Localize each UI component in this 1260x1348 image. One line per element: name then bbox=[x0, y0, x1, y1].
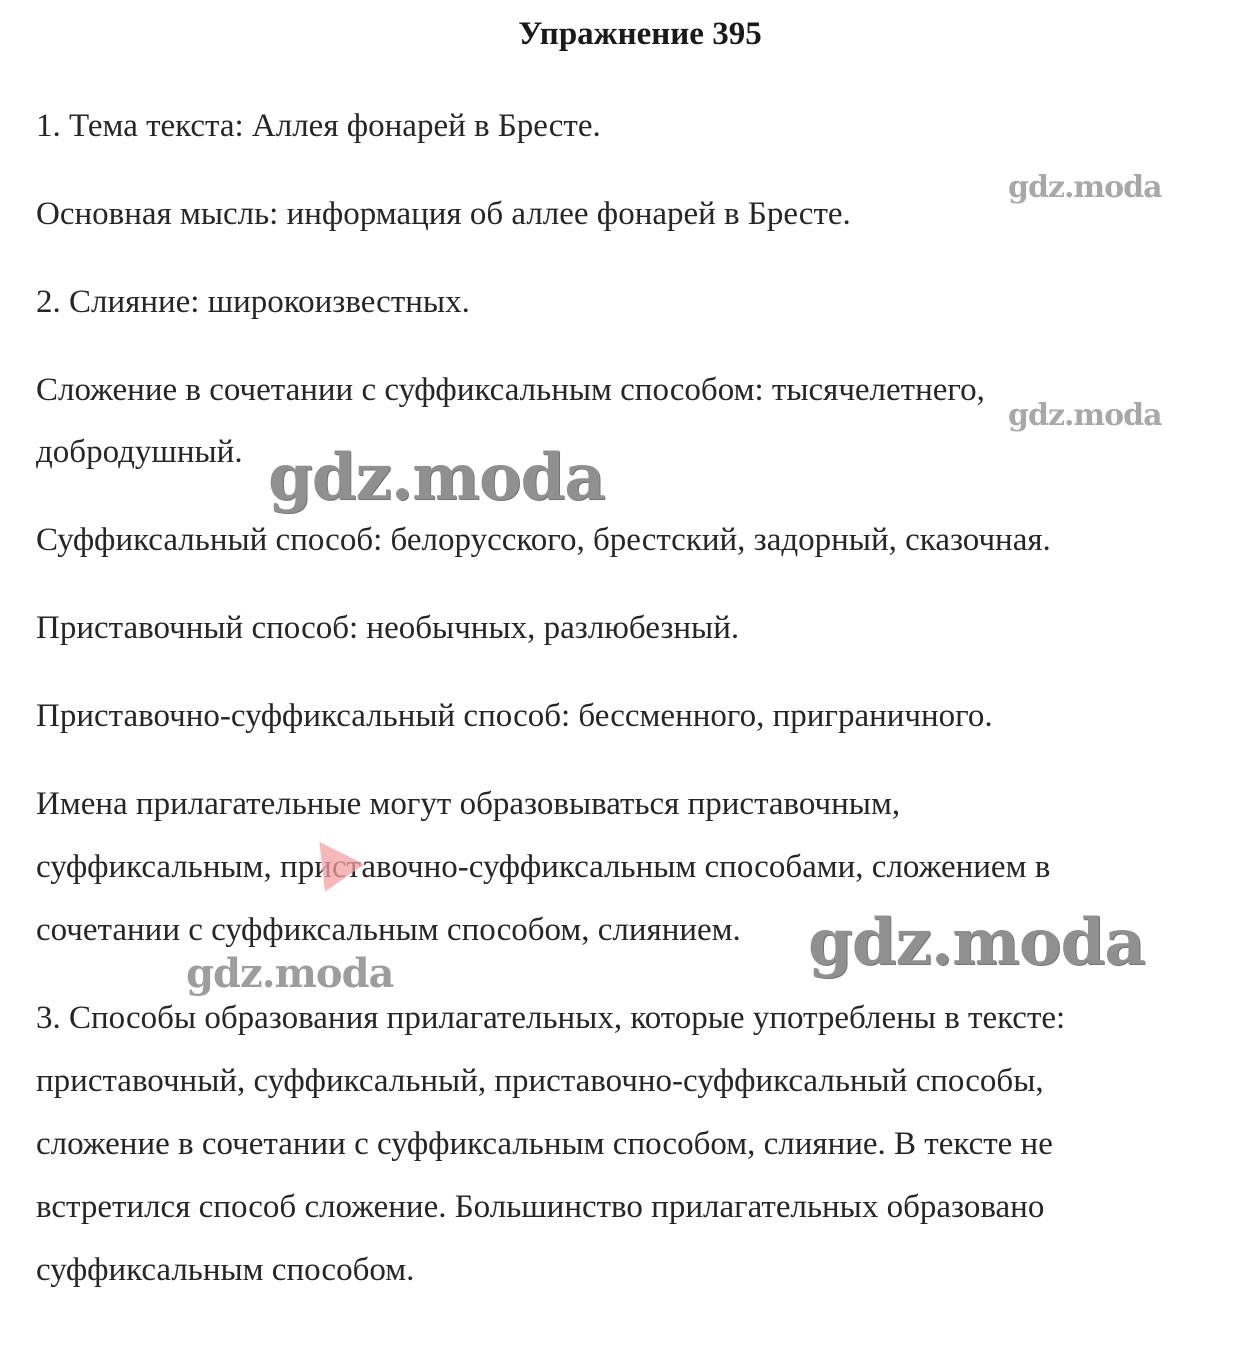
text-line: Сложение в сочетании с суффиксальным способом: тысячелетнего, bbox=[36, 372, 985, 408]
text-line: сочетании с суффиксальным способом, слиянием. bbox=[36, 912, 741, 948]
text-line: суффиксальным способом. bbox=[36, 1252, 415, 1288]
text-line: 3. Способы образования прилагательных, которые употреблены в тексте: bbox=[36, 1000, 1066, 1036]
text-line: Имена прилагательные могут образовываться приставочным, bbox=[36, 786, 901, 822]
text-line: встретился способ сложение. Большинство прилагательных образовано bbox=[36, 1189, 1045, 1225]
watermark: gdz.moda bbox=[808, 905, 1145, 980]
text-line: сложение в сочетании с суффиксальным способом, слияние. В тексте не bbox=[36, 1126, 1053, 1162]
text-line: Приставочно-суффиксальный способ: бессменного, приграничного. bbox=[36, 698, 993, 734]
watermark: gdz.moda bbox=[186, 950, 394, 997]
text-line: Суффиксальный способ: белорусского, брестский, задорный, сказочная. bbox=[36, 522, 1051, 558]
text-line: суффиксальным, приставочно-суффиксальным способами, сложением в bbox=[36, 849, 1051, 885]
exercise-title: Упражнение 395 bbox=[518, 16, 762, 52]
text-line: Приставочный способ: необычных, разлюбезный. bbox=[36, 610, 740, 646]
text-line: Основная мысль: информация об аллее фонарей в Бресте. bbox=[36, 196, 851, 232]
text-line: приставочный, суффиксальный, приставочно-суффиксальный способы, bbox=[36, 1063, 1044, 1099]
text-line: 2. Слияние: широкоизвестных. bbox=[36, 284, 470, 320]
text-line: 1. Тема текста: Аллея фонарей в Бресте. bbox=[36, 108, 601, 144]
watermark: gdz.moda bbox=[1008, 170, 1162, 205]
text-line: добродушный. bbox=[36, 434, 243, 470]
watermark: gdz.moda bbox=[268, 440, 605, 515]
watermark: gdz.moda bbox=[1008, 398, 1162, 433]
